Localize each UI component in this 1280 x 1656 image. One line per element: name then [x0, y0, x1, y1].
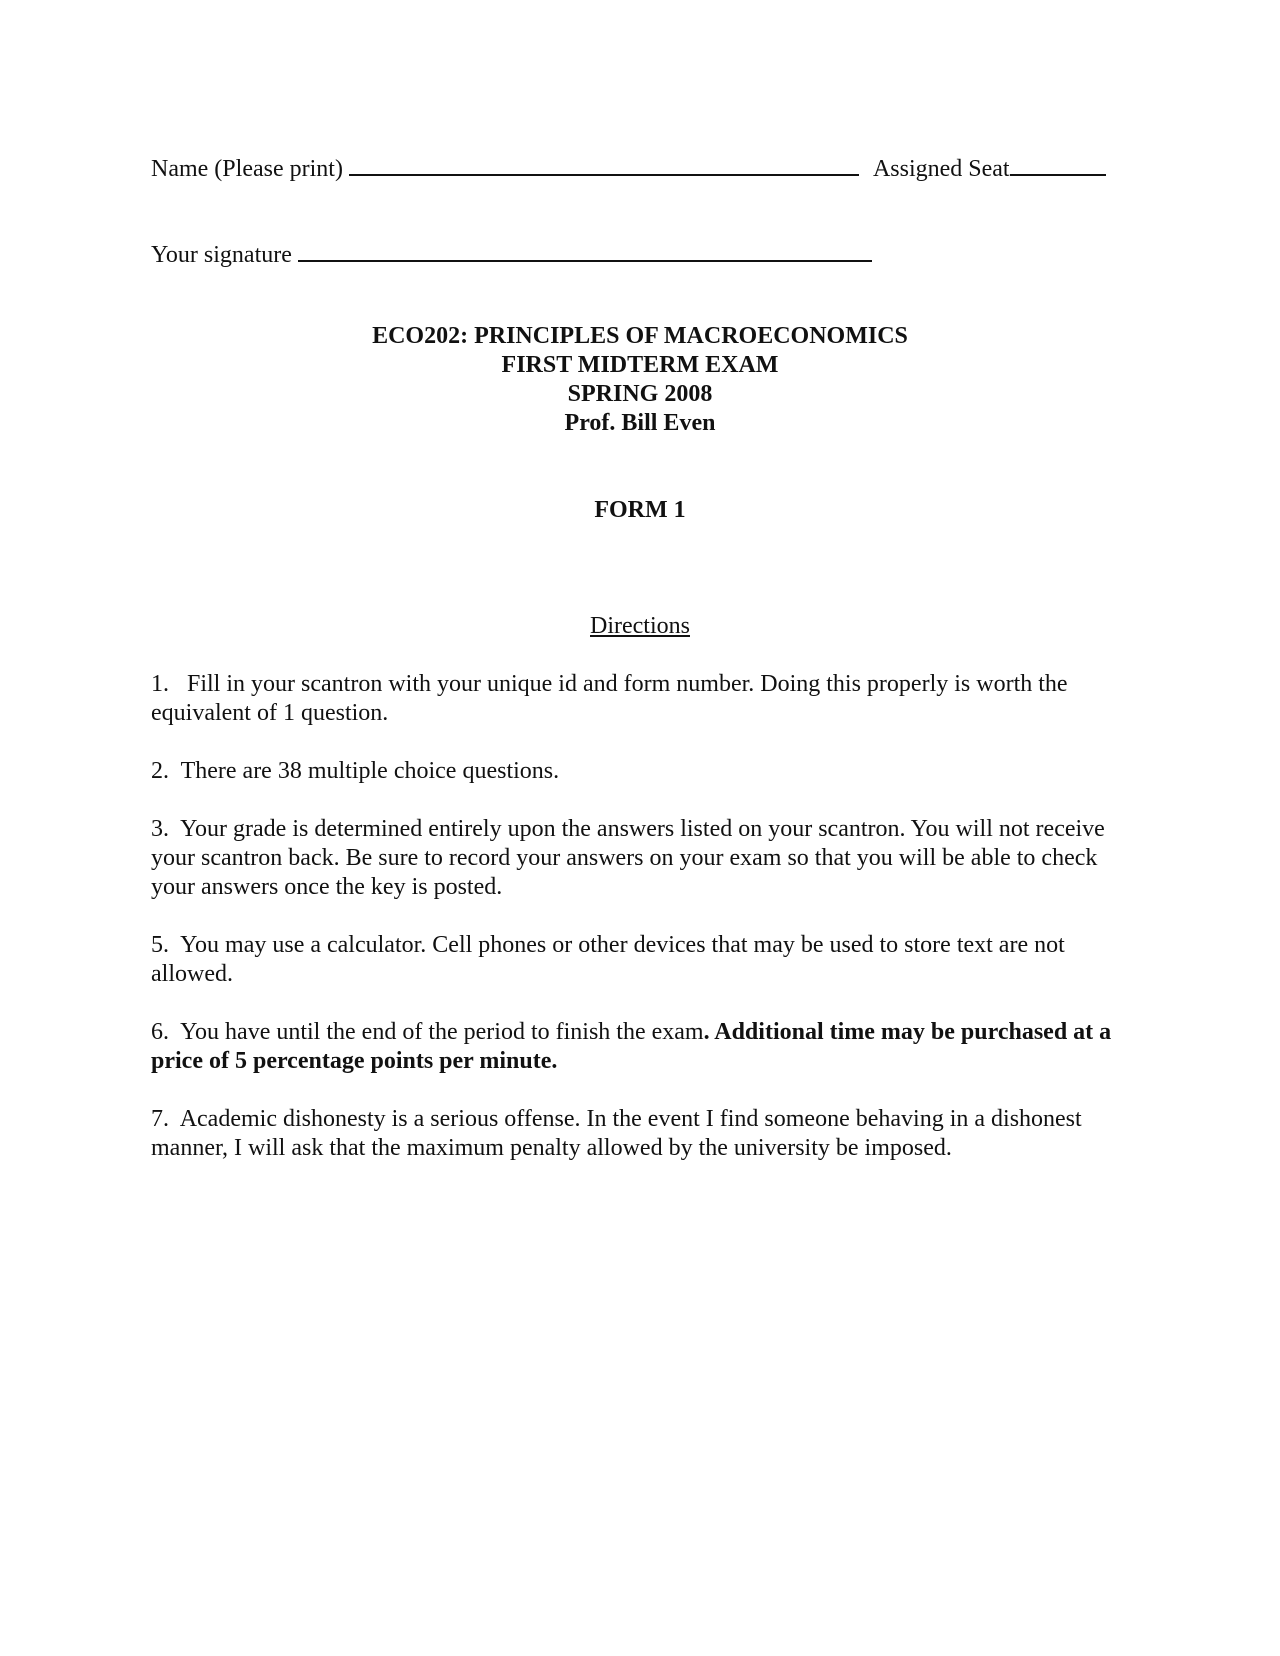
name-label: Name (Please print) [151, 156, 343, 182]
direction-item [151, 815, 1141, 902]
direction-number: 7. [151, 1106, 169, 1132]
direction-number: 5. [151, 932, 169, 958]
exam-title: FIRST MIDTERM EXAM [501, 352, 779, 378]
direction-text: You have until the end of the period to finish the exam [180, 1019, 704, 1045]
direction-item [151, 670, 1141, 728]
direction-number: 3. [151, 816, 169, 842]
exam-title-block [0, 322, 1280, 438]
signature-line [151, 238, 872, 269]
signature-blank [298, 238, 872, 262]
course-title: ECO202: PRINCIPLES OF MACROECONOMICS [372, 323, 908, 349]
exam-term: SPRING 2008 [567, 381, 713, 407]
directions-list [151, 670, 1141, 1192]
direction-item [151, 1105, 1141, 1163]
direction-text: There are 38 multiple choice questions. [180, 758, 560, 784]
seat-blank [1010, 152, 1106, 176]
direction-number: 1. [151, 671, 169, 697]
direction-number: 6. [151, 1019, 169, 1045]
name-line [151, 152, 1106, 183]
direction-text: Fill in your scantron with your unique id and form number. Doing this properly is worth the equivalent of 1 question. [151, 671, 1068, 726]
direction-text: You may use a calculator. Cell phones or other devices that may be used to store text are not allowed. [151, 932, 1065, 987]
direction-text: Your grade is determined entirely upon the answers listed on your scantron. You will not receive your scantron back. Be sure to record your answers on your exam so that you will be able to check your answers once the key is posted. [151, 816, 1105, 900]
direction-item [151, 1018, 1141, 1076]
professor-name: Prof. Bill Even [564, 410, 716, 436]
seat-label: Assigned Seat [872, 156, 1010, 182]
signature-label: Your signature [151, 242, 292, 268]
direction-number: 2. [151, 758, 169, 784]
directions-heading: Directions [590, 613, 690, 639]
direction-item [151, 757, 1141, 786]
form-label: FORM 1 [594, 497, 686, 523]
direction-text: Academic dishonesty is a serious offense. In the event I find someone behaving in a dishonest manner, I will ask that the maximum penalty allowed by the university be imposed. [151, 1106, 1082, 1161]
name-blank [349, 152, 859, 176]
direction-item [151, 931, 1141, 989]
direction-bold-text: . Additional time may be purchased at a price of 5 percentage points per minute. [151, 1019, 1112, 1074]
